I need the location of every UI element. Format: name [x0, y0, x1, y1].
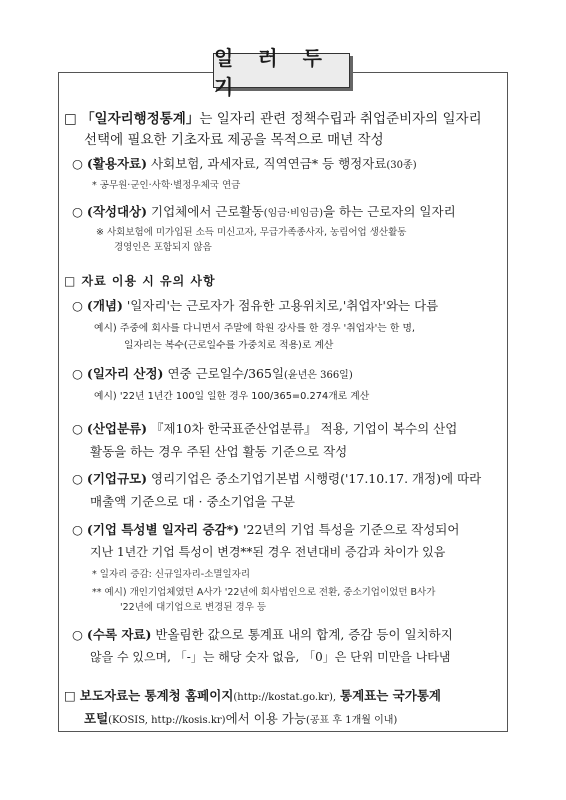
intro-text: 는 일자리 관련 정책수립과 취업준비자의 일자리	[199, 111, 482, 127]
source-label: (활용자료)	[86, 156, 148, 171]
target-note-1: ※ 사회보험에 미가입된 소득 미신고자, 무급가족종사자, 농림어업 생산활동	[96, 227, 407, 238]
rounding-marker: ○	[72, 627, 83, 642]
rounding-item	[72, 625, 453, 643]
industry-line-2: 활동을 하는 경우 주된 산업 활동 기준으로 작성	[90, 444, 348, 459]
characteristic-note-2b: '22년에 대기업으로 변경된 경우 등	[120, 602, 267, 613]
concept-marker: ○	[72, 298, 83, 313]
concept-item	[72, 296, 438, 314]
intro-line-2: 선택에 필요한 기초자료 제공을 목적으로 매년 작성	[84, 132, 384, 148]
size-label: (기업규모)	[86, 471, 148, 486]
rounding-line-1: 반올림한 값으로 통계표 내의 합계, 증감 등이 일치하지	[155, 627, 453, 642]
concept-label: (개념)	[86, 298, 123, 313]
concept-example-2: 일자리는 복수(근로일수를 가중치로 적용)로 계산	[124, 340, 334, 351]
calc-small: (윤년은 366일)	[284, 370, 353, 381]
concept-example-1: 예시) 주중에 회사를 다니면서 주말에 학원 강사를 한 경우 '취업자'는 한 명,	[94, 323, 416, 334]
rounding-label: (수록 자료)	[86, 627, 152, 642]
footer-press-label: 보도자료는 통계청 홈페이지	[79, 688, 234, 703]
target-small: (임금·비임금)	[263, 208, 323, 219]
rounding-line-2: 않을 수 있으며, 「-」는 해당 숫자 없음, 「0」은 단위 미만을 나타냄	[90, 650, 451, 664]
concept-text: '일자리'는 근로자가 점유한 고용위치로,'취업자'와는 다름	[126, 298, 439, 313]
source-text: 사회보험, 과세자료, 직역연금* 등 행정자료	[151, 156, 387, 171]
footer-line-1	[64, 686, 441, 704]
source-marker: ○	[72, 156, 83, 171]
page-title: 일 러 두 기	[213, 53, 350, 88]
size-marker: ○	[72, 471, 83, 486]
intro-line-1	[64, 107, 482, 127]
industry-label: (산업분류)	[86, 421, 148, 436]
intro-marker: □	[64, 111, 77, 127]
target-marker: ○	[72, 204, 83, 219]
section-cautions-heading	[64, 272, 216, 289]
footer-line-2	[84, 709, 397, 727]
characteristic-note-2a: ** 예시) 개인기업체였던 A사가 '22년에 회사법인으로 전환, 중소기업이었던 B사가	[92, 587, 436, 598]
industry-line-1: 『제10차 한국표준산업분류』 적용, 기업이 복수의 산업	[151, 421, 458, 436]
source-count: (30종)	[386, 160, 417, 171]
footer-small: (공표 후 1개월 이내)	[305, 715, 398, 726]
footer-rest: 에서 이용 가능	[225, 711, 306, 726]
source-note: * 공무원·군인·사학·별정우체국 연금	[92, 180, 241, 191]
size-item	[72, 469, 481, 487]
target-note-2: 경영인은 포함되지 않음	[114, 242, 212, 253]
size-line-2: 매출액 기준으로 대 · 중소기업을 구분	[90, 494, 295, 509]
industry-item	[72, 419, 457, 437]
characteristic-marker: ○	[72, 522, 83, 537]
characteristic-line-2: 지난 1년간 기업 특성이 변경**된 경우 전년대비 증감과 차이가 있음	[90, 545, 446, 559]
section2-title: 자료 이용 시 유의 사항	[81, 274, 216, 288]
footer-table-label: 통계표는 국가통계	[340, 688, 441, 703]
footer-portal-label: 포털	[84, 711, 109, 726]
characteristic-note-1: * 일자리 증감: 신규일자리-소멸일자리	[92, 569, 251, 580]
source-item	[72, 154, 417, 172]
calc-text: 연중 근로일수/365일	[167, 366, 285, 381]
intro-title: 「일자리행정통계」	[81, 111, 200, 127]
characteristic-line-1: '22년의 기업 특성을 기준으로 작성되어	[243, 522, 460, 537]
target-item	[72, 202, 456, 220]
footer-url-kosis: (KOSIS, http://kosis.kr)	[108, 715, 226, 726]
calc-example: 예시) '22년 1년간 100일 일한 경우 100/365=0.274개로 계산	[94, 391, 370, 402]
calc-label: (일자리 산정)	[86, 366, 164, 381]
industry-marker: ○	[72, 421, 83, 436]
characteristic-label: (기업 특성별 일자리 증감*)	[86, 522, 240, 537]
footer-marker: □	[64, 688, 76, 703]
target-text-a: 기업체에서 근로활동	[151, 204, 264, 219]
calc-item	[72, 364, 353, 382]
section2-marker: □	[64, 274, 77, 288]
size-line-1: 영리기업은 중소기업기본법 시행령('17.10.17. 개정)에 따라	[151, 471, 482, 486]
characteristic-item	[72, 520, 459, 538]
target-text-b: 을 하는 근로자의 일자리	[322, 204, 456, 219]
target-label: (작성대상)	[86, 204, 148, 219]
footer-url-kostat: (http://kostat.go.kr),	[233, 692, 337, 703]
calc-marker: ○	[72, 366, 83, 381]
